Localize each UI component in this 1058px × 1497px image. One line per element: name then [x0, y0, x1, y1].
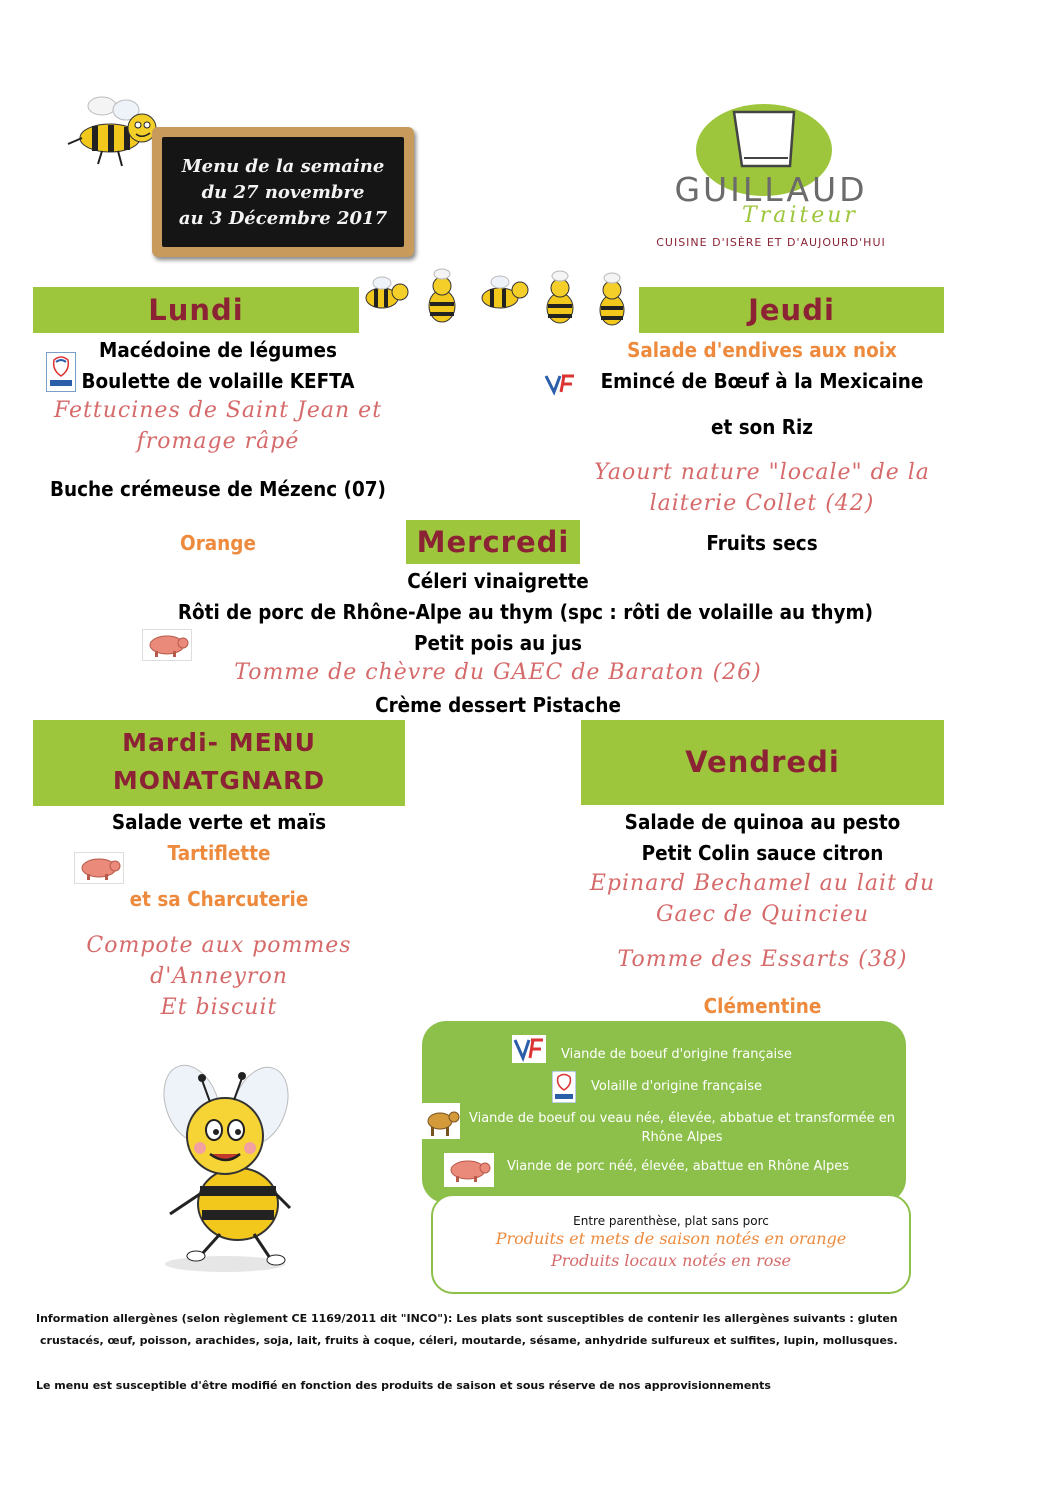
- note-saison: Produits et mets de saison notés en orange: [495, 1229, 847, 1248]
- legend-viande-francaise: Viande de boeuf d'origine française: [561, 1047, 792, 1062]
- allergen-info-line-1: Information allergènes (selon règlement CE 1169/2011 dit "INCO"): Les plats sont susceptibles de contenir les allergènes suivants : gluten: [36, 1312, 898, 1325]
- jeudi-dish-1: Salade d'endives aux noix: [627, 338, 897, 362]
- lundi-dish-5: Orange: [180, 531, 256, 555]
- lundi-dish-3-line-1: Fettucines de Saint Jean et: [53, 398, 383, 423]
- legend-volaille-francaise: Volaille d'origine française: [591, 1079, 762, 1094]
- bee-mascot-icon: [130, 1054, 320, 1276]
- day-header-vendredi: [581, 720, 944, 805]
- vendredi-dish-3-line-1: Epinard Bechamel au lait du: [589, 871, 936, 896]
- lundi-dish-3: [33, 395, 403, 457]
- legend-vache-line-2: Rhône Alpes: [641, 1130, 723, 1145]
- mardi-dish-3: et sa Charcuterie: [129, 887, 309, 911]
- jeudi-dish-4: [580, 457, 944, 519]
- lundi-dish-2: Boulette de volaille KEFTA: [81, 369, 355, 393]
- logo-tagline: CUISINE D'ISÈRE ET D'AUJOURD'HUI: [656, 236, 886, 249]
- legend-porc-rhone-alpes: Viande de porc néé, élevée, abattue en Rhône Alpes: [507, 1159, 850, 1174]
- mercredi-dish-3: Petit pois au jus: [413, 631, 583, 655]
- viande-francaise-icon: [544, 372, 578, 396]
- legend-box: [422, 1021, 906, 1203]
- day-title-vendredi: Vendredi: [685, 745, 840, 779]
- vache-rhone-alpes-icon: [422, 1103, 460, 1139]
- allergen-info-line-2: crustacés, œuf, poisson, arachides, soja, lait, fruits à coque, céleri, moutarde, sésame, anhydride sulfureux et sulfites, lupin, mollusques.: [40, 1334, 898, 1347]
- mercredi-dish-1: Céleri vinaigrette: [407, 569, 589, 593]
- jeudi-dish-4-line-2: laiterie Collet (42): [649, 491, 875, 516]
- jeudi-dish-5: Fruits secs: [706, 531, 818, 555]
- day-header-mercredi: [406, 520, 580, 564]
- menu-disclaimer: Le menu est susceptible d'être modifié en fonction des produits de saison et sous réserve de nos approvisionnements: [36, 1379, 771, 1392]
- vendredi-dish-2: Petit Colin sauce citron: [641, 841, 884, 865]
- blackboard-line-3: au 3 Décembre 2017: [178, 208, 388, 229]
- note-sans-porc: Entre parenthèse, plat sans porc: [573, 1214, 769, 1228]
- vendredi-dish-1: Salade de quinoa au pesto: [624, 810, 901, 834]
- volaille-francaise-legend-icon: [552, 1071, 576, 1103]
- vendredi-dish-5: Clémentine: [703, 994, 822, 1018]
- mercredi-dish-2: Rôti de porc de Rhône-Alpe au thym (spc : rôti de volaille au thym): [177, 600, 874, 624]
- day-title-mardi-line-2: MONATGNARD: [112, 766, 326, 795]
- legend-vache-rhone-alpes: [466, 1109, 898, 1147]
- menu-blackboard: [152, 127, 414, 257]
- day-title-jeudi: Jeudi: [748, 293, 835, 327]
- day-header-lundi: [33, 287, 359, 333]
- logo-brand: GUILLAUD: [674, 170, 868, 209]
- lundi-dish-4: Buche crémeuse de Mézenc (07): [50, 477, 386, 501]
- mercredi-dish-5: Crème dessert Pistache: [375, 693, 621, 717]
- note-locaux: Produits locaux notés en rose: [550, 1251, 792, 1270]
- vendredi-dish-3: [581, 868, 944, 930]
- vendredi-dish-4: Tomme des Essarts (38): [617, 947, 908, 972]
- lundi-dish-1: Macédoine de légumes: [99, 338, 337, 362]
- jeudi-dish-2: Emincé de Bœuf à la Mexicaine: [600, 369, 924, 393]
- blackboard-line-1: Menu de la semaine: [181, 156, 385, 177]
- jeudi-dish-4-line-1: Yaourt nature "locale" de la: [594, 460, 930, 485]
- day-header-jeudi: [639, 287, 944, 333]
- mardi-dish-4-line-2: d'Anneyron: [150, 964, 288, 989]
- mardi-dish-4: [33, 930, 405, 1023]
- mardi-dish-2: Tartiflette: [167, 841, 271, 865]
- logo-sub: Traiteur: [742, 203, 858, 228]
- mardi-dish-1: Salade verte et maïs: [111, 810, 327, 834]
- day-header-mardi: [33, 720, 405, 806]
- legend-vache-line-1: Viande de boeuf ou veau née, élevée, abbatue et transformée en: [469, 1111, 895, 1126]
- viande-francaise-legend-icon: [512, 1035, 546, 1063]
- notes-box: [431, 1194, 911, 1294]
- mardi-dish-4-line-1: Compote aux pommes: [86, 933, 352, 958]
- vendredi-dish-3-line-2: Gaec de Quincieu: [655, 902, 870, 927]
- day-title-lundi: Lundi: [148, 293, 244, 327]
- porc-rhone-alpes-legend-icon: [444, 1153, 494, 1187]
- bees-row-icon: [360, 268, 642, 334]
- mercredi-dish-4: Tomme de chèvre du GAEC de Baraton (26): [234, 660, 762, 685]
- mardi-dish-4-line-3: Et biscuit: [160, 995, 278, 1020]
- jeudi-dish-3: et son Riz: [711, 415, 813, 439]
- lundi-dish-3-line-2: fromage râpé: [136, 429, 300, 454]
- blackboard-line-2: du 27 novembre: [201, 182, 365, 203]
- day-title-mardi-line-1: Mardi- MENU: [122, 728, 316, 757]
- day-title-mercredi: Mercredi: [416, 525, 570, 559]
